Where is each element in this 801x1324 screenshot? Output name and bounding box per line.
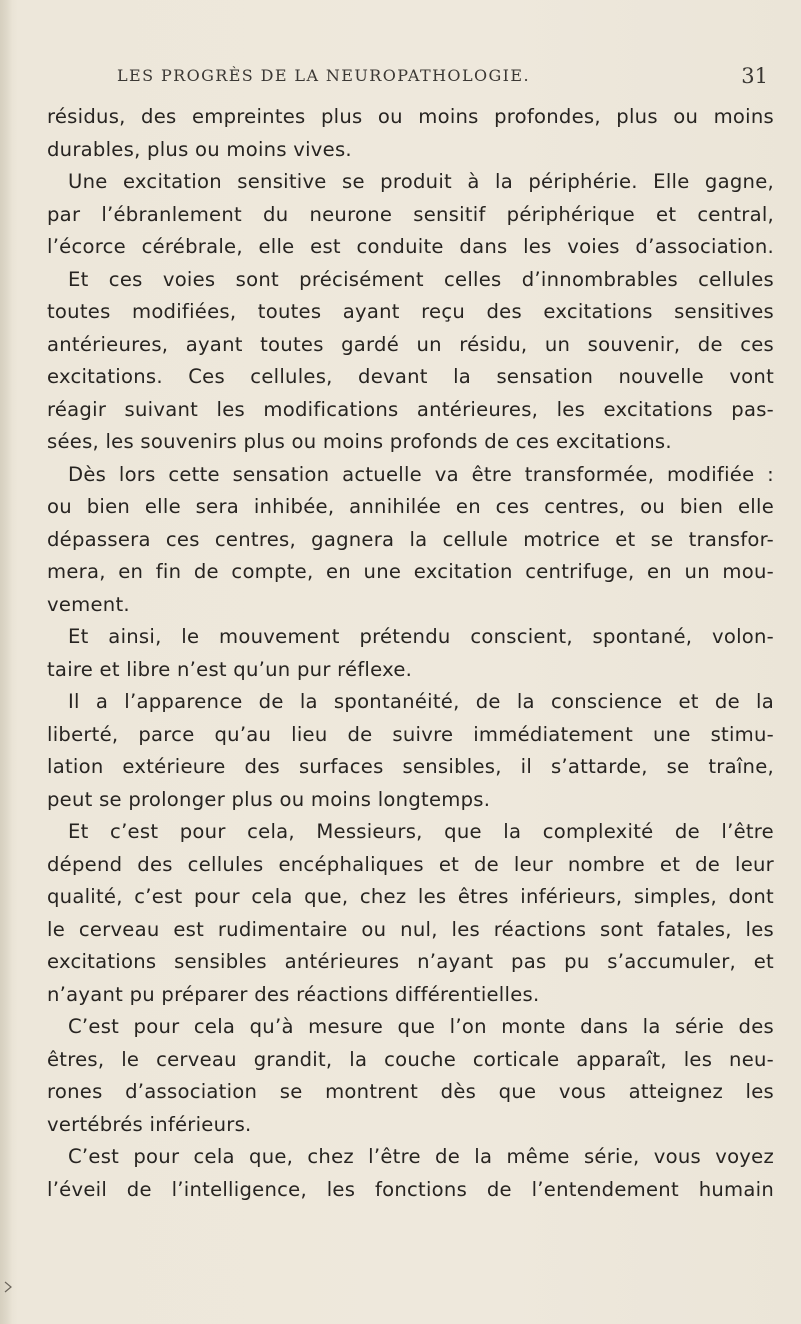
text-line: lation extérieure des surfaces sensibles, il s’attarde, se traîne, xyxy=(47,755,774,778)
text-line: Une excitation sensitive se produit à la périphérie. Elle gagne, xyxy=(68,170,774,193)
text-line: vertébrés inférieurs. xyxy=(47,1112,252,1136)
text-line: le cerveau est rudimentaire ou nul, les réactions sont fatales, les xyxy=(47,917,774,941)
text-line: l’éveil de l’intelligence, les fonctions de l’entendement humain xyxy=(47,1177,774,1201)
text-line: taire et libre n’est qu’un pur réflexe. xyxy=(47,657,413,681)
body-text xyxy=(47,101,774,1206)
text-line: excitations. Ces cellules, devant la sensation nouvelle vont xyxy=(47,365,774,388)
text-line: liberté, parce qu’au lieu de suivre immédiatement une stimu- xyxy=(47,722,774,746)
text-line: qualité, c’est pour cela que, chez les êtres inférieurs, simples, dont xyxy=(47,885,774,908)
text-line: réagir suivant les modifications antérieures, les excitations pas- xyxy=(47,397,774,421)
text-line: Dès lors cette sensation actuelle va être transformée, modifiée : xyxy=(68,462,774,486)
text-line: toutes modifiées, toutes ayant reçu des excitations sensitives xyxy=(47,300,774,323)
text-line: vement. xyxy=(47,592,130,616)
running-title: LES PROGRÈS DE LA NEUROPATHOLOGIE. xyxy=(117,66,530,85)
text-line: dépend des cellules encéphaliques et de leur nombre et de leur xyxy=(47,852,774,876)
page-number: 31 xyxy=(741,64,768,88)
text-line: Et c’est pour cela, Messieurs, que la complexité de l’être xyxy=(68,820,774,843)
text-line: êtres, le cerveau grandit, la couche corticale apparaît, les neu- xyxy=(47,1047,774,1071)
page-gutter-shadow xyxy=(0,0,12,1324)
text-line: durables, plus ou moins vives. xyxy=(47,137,352,161)
text-line: C’est pour cela qu’à mesure que l’on monte dans la série des xyxy=(68,1015,774,1038)
text-line: C’est pour cela que, chez l’être de la même série, vous voyez xyxy=(68,1145,774,1168)
text-line: excitations sensibles antérieures n’ayant pas pu s’accumuler, et xyxy=(47,950,774,973)
text-line: rones d’association se montrent dès que vous atteignez les xyxy=(47,1080,774,1103)
text-line: peut se prolonger plus ou moins longtemps. xyxy=(47,787,491,811)
text-line: résidus, des empreintes plus ou moins profondes, plus ou moins xyxy=(47,105,774,128)
text-line: par l’ébranlement du neurone sensitif périphérique et central, xyxy=(47,202,774,226)
text-line: Et ainsi, le mouvement prétendu conscient, spontané, volon- xyxy=(68,625,774,648)
text-line: antérieures, ayant toutes gardé un résidu, un souvenir, de ces xyxy=(47,332,774,356)
text-line: mera, en fin de compte, en une excitation centrifuge, en un mou- xyxy=(47,560,774,583)
text-line: n’ayant pu préparer des réactions différentielles. xyxy=(47,982,540,1006)
running-header xyxy=(40,64,780,94)
text-line: ou bien elle sera inhibée, annihilée en ces centres, ou bien elle xyxy=(47,495,774,518)
text-line: Il a l’apparence de la spontanéité, de la conscience et de la xyxy=(68,690,774,713)
text-line: dépassera ces centres, gagnera la cellule motrice et se transfor- xyxy=(47,527,774,551)
margin-mark-icon xyxy=(3,1280,13,1294)
text-line: l’écorce cérébrale, elle est conduite dans les voies d’association. xyxy=(47,235,774,258)
text-line: Et ces voies sont précisément celles d’innombrables cellules xyxy=(68,267,774,291)
text-line: sées, les souvenirs plus ou moins profonds de ces excitations. xyxy=(47,430,672,453)
